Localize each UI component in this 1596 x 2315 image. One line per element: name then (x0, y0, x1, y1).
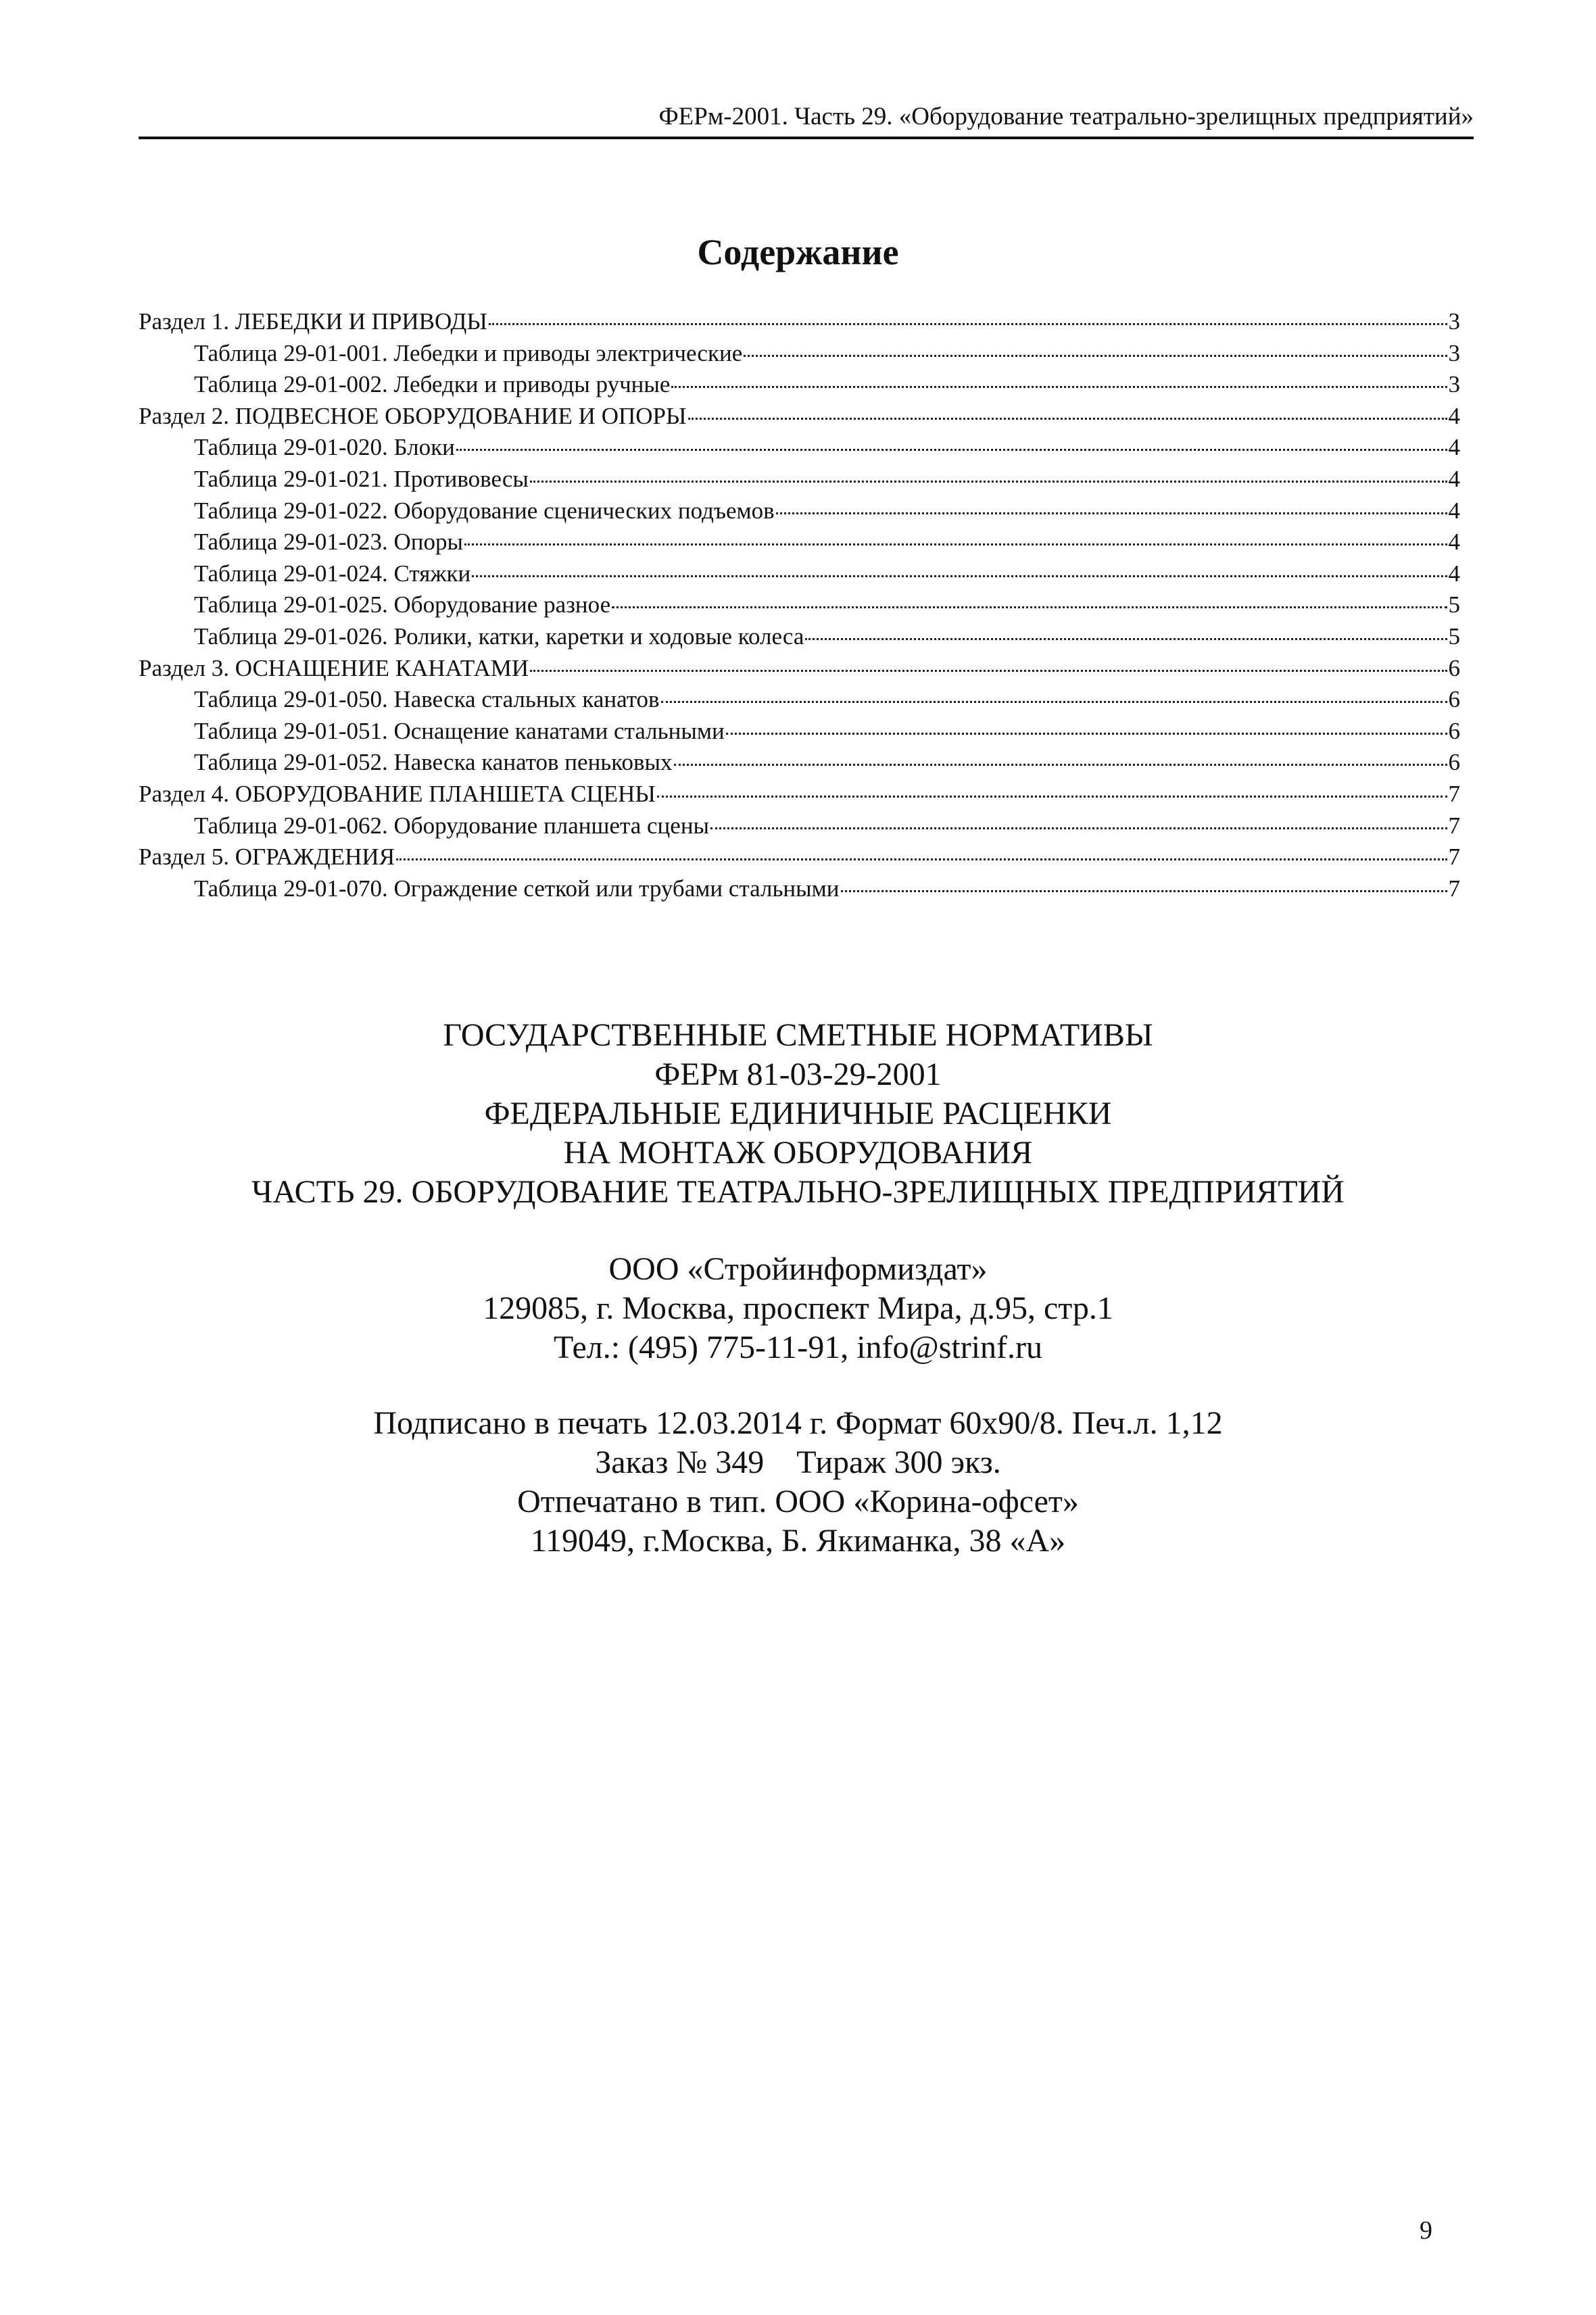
toc-dot-leader (456, 449, 1447, 451)
toc-entry-label: Раздел 1. ЛЕБЕДКИ И ПРИВОДЫ (139, 308, 487, 335)
toc-entry-page: 4 (1448, 402, 1460, 429)
toc-entry-page: 4 (1448, 434, 1460, 461)
toc-dot-leader (841, 890, 1447, 892)
toc-entry-page: 4 (1448, 497, 1460, 524)
toc-entry-label: Таблица 29-01-021. Противовесы (194, 465, 529, 492)
toc-entry-table (139, 589, 1460, 621)
toc-entry-section (139, 306, 1460, 338)
toc-entry-page: 6 (1448, 749, 1460, 776)
toc-dot-leader (726, 733, 1447, 735)
toc-dot-leader (612, 606, 1447, 608)
toc-entry-page: 5 (1448, 591, 1460, 618)
toc-entry-label: Таблица 29-01-022. Оборудование сценических подъемов (194, 497, 775, 524)
toc-entry-label: Таблица 29-01-050. Навеска стальных канатов (194, 686, 660, 713)
toc-entry-label: Таблица 29-01-020. Блоки (194, 434, 455, 461)
toc-dot-leader (710, 827, 1447, 829)
toc-entry-page: 6 (1448, 654, 1460, 681)
toc-dot-leader (489, 323, 1447, 325)
toc-entry-section (139, 779, 1460, 810)
toc-dot-leader (530, 670, 1447, 672)
publisher-contacts: Тел.: (495) 775-11-91, info@strinf.ru (553, 1330, 1043, 1365)
toc-entry-section (139, 653, 1460, 685)
toc-entry-page: 6 (1448, 717, 1460, 744)
toc-entry-page: 7 (1448, 875, 1460, 902)
toc-entry-label: Таблица 29-01-026. Ролики, катки, каретки и ходовые колеса (194, 623, 804, 650)
toc-dot-leader (661, 701, 1447, 703)
imprint-printer: Отпечатано в тип. ООО «Корина-офсет» (517, 1484, 1079, 1519)
toc-entry-table (139, 747, 1460, 779)
imprint-printer-address: 119049, г.Москва, Б. Якиманка, 38 «А» (530, 1523, 1066, 1559)
publisher-block (0, 1250, 1596, 1367)
toc-entry-table (139, 716, 1460, 748)
toc-dot-leader (688, 418, 1447, 420)
toc-entry-section (139, 401, 1460, 433)
toc-entry-page: 7 (1448, 812, 1460, 839)
title-line: НА МОНТАЖ ОБОРУДОВАНИЯ (563, 1135, 1033, 1171)
toc-entry-table (139, 432, 1460, 464)
toc-entry-page: 3 (1448, 339, 1460, 366)
toc-entry-section (139, 842, 1460, 873)
toc-dot-leader (674, 764, 1447, 766)
imprint-order: Заказ № 349 Тираж 300 экз. (595, 1444, 1001, 1480)
title-line: ЧАСТЬ 29. ОБОРУДОВАНИЕ ТЕАТРАЛЬНО-ЗРЕЛИЩНЫХ ПРЕДПРИЯТИЙ (251, 1174, 1345, 1210)
title-line: ФЕДЕРАЛЬНЫЕ ЕДИНИЧНЫЕ РАСЦЕНКИ (484, 1096, 1112, 1131)
toc-entry-label: Таблица 29-01-062. Оборудование планшета сцены (194, 812, 710, 839)
running-header: ФЕРм-2001. Часть 29. «Оборудование театрально-зрелищных предприятий» (139, 100, 1474, 139)
toc-dot-leader (472, 575, 1447, 577)
toc-entry-table (139, 464, 1460, 495)
toc-entry-page: 4 (1448, 529, 1460, 556)
toc-entry-page: 4 (1448, 560, 1460, 587)
toc-dot-leader (530, 481, 1447, 483)
toc-dot-leader (805, 638, 1447, 640)
toc-entry-label: Раздел 3. ОСНАЩЕНИЕ КАНАТАМИ (139, 654, 529, 681)
toc-entry-label: Раздел 5. ОГРАЖДЕНИЯ (139, 844, 395, 871)
toc-entry-table (139, 558, 1460, 590)
toc-dot-leader (776, 512, 1447, 514)
toc-entry-page: 5 (1448, 623, 1460, 650)
title-block (0, 1016, 1596, 1212)
toc-entry-table (139, 369, 1460, 401)
toc-dot-leader (396, 858, 1447, 860)
toc-dot-leader (464, 543, 1447, 545)
toc-entry-label: Раздел 2. ПОДВЕСНОЕ ОБОРУДОВАНИЕ И ОПОРЫ (139, 402, 687, 429)
imprint-block (0, 1404, 1596, 1561)
title-line: ГОСУДАРСТВЕННЫЕ СМЕТНЫЕ НОРМАТИВЫ (443, 1017, 1153, 1053)
toc-entry-page: 4 (1448, 465, 1460, 492)
title-line: ФЕРм 81-03-29-2001 (654, 1056, 942, 1092)
toc-entry-label: Раздел 4. ОБОРУДОВАНИЕ ПЛАНШЕТА СЦЕНЫ (139, 780, 656, 807)
toc-entry-table (139, 338, 1460, 370)
toc-entry-page: 7 (1448, 780, 1460, 807)
toc-entry-label: Таблица 29-01-052. Навеска канатов пеньковых (194, 749, 673, 776)
table-of-contents (139, 306, 1460, 904)
publisher-name: ООО «Стройинформиздат» (608, 1251, 988, 1287)
toc-entry-page: 3 (1448, 308, 1460, 335)
toc-entry-label: Таблица 29-01-023. Опоры (194, 529, 464, 556)
toc-entry-label: Таблица 29-01-070. Ограждение сеткой или трубами стальными (194, 875, 840, 902)
toc-entry-label: Таблица 29-01-002. Лебедки и приводы ручные (194, 371, 671, 398)
toc-entry-label: Таблица 29-01-001. Лебедки и приводы электрические (194, 339, 743, 366)
toc-entry-table (139, 621, 1460, 653)
imprint-signed: Подписано в печать 12.03.2014 г. Формат 60х90/8. Печ.л. 1,12 (373, 1405, 1223, 1441)
toc-entry-table (139, 684, 1460, 716)
toc-dot-leader (744, 355, 1447, 357)
toc-entry-table (139, 810, 1460, 842)
toc-entry-page: 7 (1448, 844, 1460, 871)
publisher-address: 129085, г. Москва, проспект Мира, д.95, стр.1 (483, 1290, 1113, 1326)
page-number: 9 (1420, 2216, 1432, 2245)
toc-dot-leader (657, 796, 1447, 798)
toc-entry-table (139, 495, 1460, 527)
toc-entry-table (139, 873, 1460, 905)
toc-entry-label: Таблица 29-01-024. Стяжки (194, 560, 471, 587)
toc-entry-label: Таблица 29-01-051. Оснащение канатами стальными (194, 717, 725, 744)
toc-entry-table (139, 527, 1460, 558)
toc-entry-page: 6 (1448, 686, 1460, 713)
toc-title: Содержание (697, 232, 899, 272)
toc-dot-leader (671, 386, 1447, 388)
toc-entry-label: Таблица 29-01-025. Оборудование разное (194, 591, 611, 618)
toc-entry-page: 3 (1448, 371, 1460, 398)
